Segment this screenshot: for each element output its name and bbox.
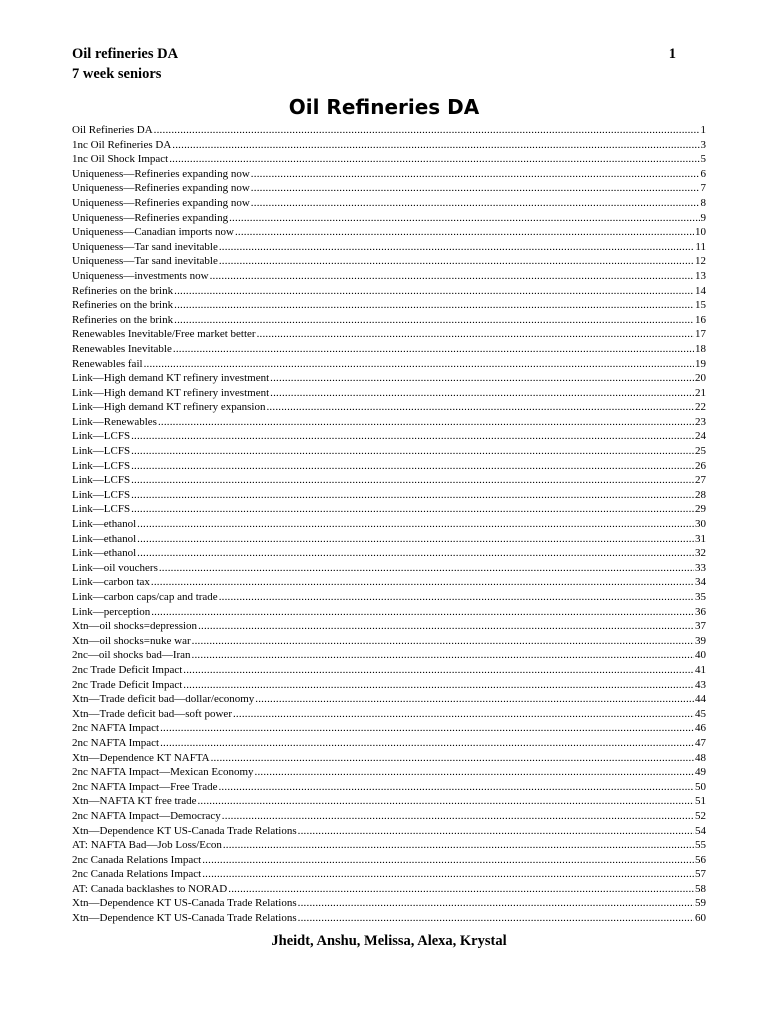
toc-entry[interactable] [72,546,706,561]
toc-entry-label: Link—ethanol [72,547,137,560]
toc-entry-page-number: 37 [695,620,706,633]
toc-entry[interactable] [72,678,706,693]
toc-entry-page-number: 20 [695,372,706,385]
toc-entry-page-number: 32 [695,547,706,560]
toc-dot-leader [228,882,694,897]
toc-dot-leader [270,371,694,386]
toc-entry-page-number: 29 [695,503,706,516]
toc-dot-leader [151,605,694,620]
toc-entry-label: 2nc Trade Deficit Impact [72,663,183,676]
toc-entry-page-number: 49 [695,766,706,779]
toc-entry-label: Uniqueness—Refineries expanding now [72,196,250,209]
toc-entry[interactable] [72,473,706,488]
toc-entry-page-number: 15 [695,299,706,312]
toc-entry-label: Refineries on the brink [72,299,174,312]
toc-entry[interactable] [72,605,706,620]
toc-dot-leader [137,517,694,532]
toc-entry-page-number: 27 [695,474,706,487]
toc-entry-page-number: 28 [695,488,706,501]
toc-entry[interactable] [72,707,706,722]
toc-entry[interactable] [72,648,706,663]
page-footer-authors: Jheidt, Anshu, Melissa, Alexa, Krystal [271,933,507,949]
toc-entry[interactable] [72,196,706,211]
toc-dot-leader [235,225,694,240]
toc-entry[interactable] [72,459,706,474]
toc-dot-leader [183,663,694,678]
toc-entry-page-number: 57 [695,868,706,881]
toc-dot-leader [131,459,694,474]
toc-entry-label: Xtn—Dependence KT US-Canada Trade Relations [72,912,297,925]
toc-entry-page-number: 58 [695,882,706,895]
toc-entry-label: Xtn—oil shocks=nuke war [72,634,191,647]
toc-dot-leader [255,692,694,707]
toc-entry-label: 2nc NAFTA Impact [72,722,160,735]
toc-entry-label: Link—LCFS [72,474,131,487]
toc-dot-leader [298,896,694,911]
toc-entry-label: 2nc Trade Deficit Impact [72,678,183,691]
toc-entry[interactable] [72,357,706,372]
toc-entry-page-number: 24 [695,430,706,443]
toc-dot-leader [298,824,694,839]
toc-entry-page-number: 44 [695,693,706,706]
toc-entry-page-number: 30 [695,518,706,531]
toc-dot-leader [131,444,694,459]
toc-entry-page-number: 8 [700,196,706,209]
toc-entry-label: Link—LCFS [72,430,131,443]
toc-entry-page-number: 39 [695,634,706,647]
toc-dot-leader [151,575,694,590]
toc-dot-leader [266,400,694,415]
toc-entry-page-number: 26 [695,459,706,472]
toc-entry-label: Link—Renewables [72,415,157,428]
toc-dot-leader [222,809,694,824]
toc-entry-label: Link—High demand KT refinery investment [72,386,270,399]
toc-entry[interactable] [72,211,706,226]
toc-entry-label: Uniqueness—Canadian imports now [72,226,234,239]
toc-entry[interactable] [72,838,706,853]
toc-entry-label: Link—oil vouchers [72,561,158,574]
toc-entry[interactable] [72,181,706,196]
toc-entry[interactable] [72,138,706,153]
toc-entry[interactable] [72,619,706,634]
toc-dot-leader [255,765,695,780]
toc-entry-label: Xtn—Trade deficit bad—dollar/economy [72,693,255,706]
toc-entry[interactable] [72,663,706,678]
toc-entry[interactable] [72,911,706,926]
toc-entry[interactable] [72,254,706,269]
toc-dot-leader [251,181,700,196]
toc-dot-leader [160,736,694,751]
toc-entry[interactable] [72,590,706,605]
toc-entry[interactable] [72,721,706,736]
toc-entry-page-number: 59 [695,897,706,910]
toc-dot-leader [137,532,694,547]
toc-entry-label: Renewables fail [72,357,143,370]
toc-entry-label: Link—ethanol [72,532,137,545]
toc-entry-label: Link—LCFS [72,459,131,472]
toc-entry[interactable] [72,867,706,882]
toc-dot-leader [183,678,694,693]
toc-dot-leader [219,254,694,269]
toc-entry-page-number: 60 [695,912,706,925]
toc-entry-page-number: 34 [695,576,706,589]
toc-entry[interactable] [72,575,706,590]
toc-entry-label: Link—carbon caps/cap and trade [72,591,218,603]
toc-entry[interactable] [72,386,706,401]
toc-entry-page-number: 33 [695,561,706,574]
document-title: Oil Refineries DA [288,95,480,119]
toc-entry-label: 2nc NAFTA Impact [72,736,160,749]
toc-dot-leader [131,429,694,444]
toc-entry[interactable] [72,502,706,517]
toc-entry[interactable] [72,298,706,313]
toc-entry[interactable] [72,313,706,328]
page-header [72,44,676,84]
toc-entry-page-number: 23 [695,415,706,428]
toc-entry-label: AT: NAFTA Bad—Job Loss/Econ [72,839,222,852]
toc-entry[interactable] [72,561,706,576]
toc-entry-page-number: 7 [700,182,706,195]
toc-dot-leader [229,211,699,226]
toc-entry-label: Uniqueness—Refineries expanding now [72,182,250,195]
toc-entry[interactable] [72,882,706,897]
toc-dot-leader [219,590,694,605]
toc-dot-leader [233,707,694,722]
toc-entry-label: Link—LCFS [72,488,131,501]
toc-entry[interactable] [72,152,706,167]
toc-dot-leader [197,794,694,809]
toc-entry-label: 2nc—oil shocks bad—Iran [72,649,191,662]
toc-entry-label: 2nc Canada Relations Impact [72,868,202,881]
toc-entry-label: Xtn—Trade deficit bad—soft power [72,707,232,720]
toc-entry-page-number: 45 [695,707,706,720]
toc-entry-page-number: 21 [695,386,706,399]
toc-dot-leader [174,284,694,299]
toc-entry-page-number: 12 [695,255,706,268]
toc-entry[interactable] [72,240,706,255]
toc-entry-page-number: 18 [695,342,706,355]
toc-entry[interactable] [72,269,706,284]
toc-entry-page-number: 31 [695,532,706,545]
toc-entry[interactable] [72,896,706,911]
toc-entry-page-number: 1 [700,124,706,136]
toc-entry-label: Uniqueness—Refineries expanding [72,211,229,224]
toc-dot-leader [174,313,694,328]
header-page-number: 1 [668,46,676,62]
toc-entry[interactable] [72,736,706,751]
toc-entry-label: Link—High demand KT refinery expansion [72,401,266,414]
toc-entry-label: Renewables Inevitable [72,342,172,355]
toc-entry-label: Uniqueness—Tar sand inevitable [72,240,218,253]
toc-dot-leader [251,196,700,211]
toc-entry[interactable] [72,488,706,503]
toc-entry-label: 2nc NAFTA Impact—Free Trade [72,780,218,793]
toc-dot-leader [202,867,694,882]
toc-entry[interactable] [72,532,706,547]
toc-entry[interactable] [72,123,706,138]
toc-dot-leader [202,853,694,868]
toc-dot-leader [154,123,700,138]
table-of-contents [72,123,706,926]
toc-entry-page-number: 17 [695,328,706,341]
toc-entry[interactable] [72,517,706,532]
toc-entry[interactable] [72,751,706,766]
toc-entry-page-number: 10 [695,226,706,239]
toc-entry-label: AT: Canada backlashes to NORAD [72,882,228,895]
toc-entry-page-number: 16 [695,313,706,326]
toc-entry-page-number: 48 [695,751,706,764]
toc-entry[interactable] [72,853,706,868]
toc-entry-page-number: 19 [695,357,706,370]
toc-dot-leader [192,648,694,663]
toc-entry-page-number: 5 [700,153,706,166]
toc-entry[interactable] [72,824,706,839]
toc-entry-page-number: 3 [700,138,706,151]
toc-dot-leader [174,298,694,313]
toc-entry-page-number: 6 [700,167,706,180]
toc-entry-label: 2nc Canada Relations Impact [72,853,202,866]
toc-entry[interactable] [72,692,706,707]
toc-entry-label: Link—carbon tax [72,576,150,589]
toc-entry-label: Refineries on the brink [72,284,174,297]
toc-dot-leader [144,357,694,372]
toc-dot-leader [211,751,694,766]
toc-entry[interactable] [72,327,706,342]
toc-entry-label: Renewables Inevitable/Free market better [72,328,256,341]
toc-entry-page-number: 40 [695,649,706,662]
toc-entry-page-number: 35 [695,591,706,603]
toc-entry-page-number: 14 [695,284,706,297]
toc-entry-label: Uniqueness—Tar sand inevitable [72,255,218,268]
toc-dot-leader [158,415,694,430]
toc-entry-page-number: 51 [695,795,706,808]
header-doc-name: Oil refineries DA [72,46,179,62]
toc-dot-leader [159,561,694,576]
toc-entry-page-number: 25 [695,445,706,458]
toc-entry-label: Link—LCFS [72,503,131,516]
toc-dot-leader [172,138,699,153]
toc-dot-leader [198,619,694,634]
toc-entry-label: Link—LCFS [72,445,131,458]
toc-dot-leader [257,327,694,342]
toc-dot-leader [210,269,694,284]
toc-entry-label: Oil Refineries DA [72,124,153,136]
toc-entry-page-number: 22 [695,401,706,414]
toc-entry-page-number: 52 [695,809,706,822]
toc-entry-label: 1nc Oil Refineries DA [72,138,172,151]
header-subtitle: 7 week seniors [72,66,162,82]
toc-entry-page-number: 56 [695,853,706,866]
toc-entry[interactable] [72,444,706,459]
toc-entry-label: 2nc NAFTA Impact—Democracy [72,809,221,822]
toc-entry[interactable] [72,765,706,780]
toc-entry-label: Xtn—NAFTA KT free trade [72,795,197,808]
toc-dot-leader [251,167,700,182]
toc-entry[interactable] [72,415,706,430]
toc-entry-page-number: 11 [695,240,706,253]
toc-dot-leader [160,721,694,736]
toc-entry-label: Link—High demand KT refinery investment [72,372,270,385]
toc-entry-page-number: 47 [695,736,706,749]
toc-entry[interactable] [72,809,706,824]
toc-entry[interactable] [72,167,706,182]
toc-entry[interactable] [72,371,706,386]
toc-entry-page-number: 50 [695,780,706,793]
toc-dot-leader [218,780,694,795]
toc-entry[interactable] [72,400,706,415]
toc-dot-leader [131,488,694,503]
toc-entry-label: Uniqueness—Refineries expanding now [72,167,250,180]
toc-entry[interactable] [72,225,706,240]
toc-entry-label: 2nc NAFTA Impact—Mexican Economy [72,766,254,779]
toc-entry-label: Xtn—Dependence KT US-Canada Trade Relations [72,897,297,910]
toc-entry-page-number: 9 [700,211,706,224]
toc-entry-page-number: 55 [695,839,706,852]
toc-entry-label: Uniqueness—investments now [72,269,209,282]
toc-dot-leader [131,502,694,517]
toc-entry[interactable] [72,342,706,357]
toc-dot-leader [173,342,694,357]
toc-entry[interactable] [72,794,706,809]
toc-dot-leader [298,911,694,926]
toc-entry[interactable] [72,284,706,299]
toc-entry-label: Xtn—oil shocks=depression [72,620,198,633]
toc-entry-page-number: 41 [695,663,706,676]
toc-entry-page-number: 43 [695,678,706,691]
toc-entry[interactable] [72,780,706,795]
toc-entry-label: Xtn—Dependence KT NAFTA [72,751,210,764]
toc-dot-leader [169,152,699,167]
toc-entry-page-number: 46 [695,722,706,735]
toc-entry-label: Link—perception [72,605,151,618]
toc-dot-leader [223,838,694,853]
toc-dot-leader [219,240,695,255]
toc-entry-label: 1nc Oil Shock Impact [72,153,169,166]
toc-dot-leader [131,473,694,488]
toc-dot-leader [137,546,694,561]
toc-entry-label: Link—ethanol [72,518,137,531]
toc-entry[interactable] [72,634,706,649]
toc-dot-leader [270,386,694,401]
toc-entry-page-number: 36 [695,605,706,618]
toc-entry-page-number: 54 [695,824,706,837]
toc-entry-page-number: 13 [695,269,706,282]
toc-entry-label: Refineries on the brink [72,313,174,326]
toc-entry[interactable] [72,429,706,444]
toc-dot-leader [192,634,694,649]
toc-entry-label: Xtn—Dependence KT US-Canada Trade Relations [72,824,297,837]
